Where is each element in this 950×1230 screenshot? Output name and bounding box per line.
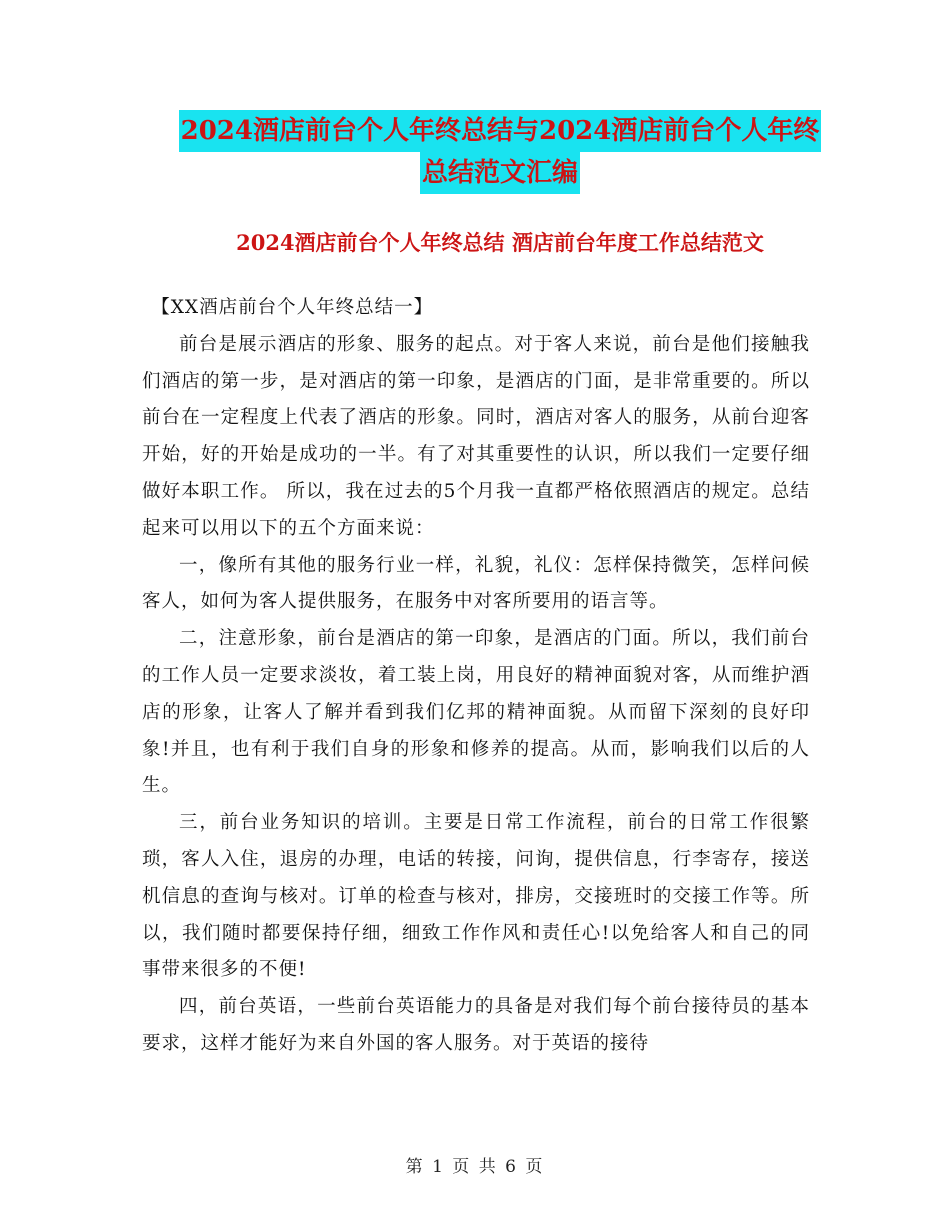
- paragraph-point-4: 四，前台英语，一些前台英语能力的具备是对我们每个前台接待员的基本要求，这样才能好为来自外国的客人服务。对于英语的接待: [142, 996, 810, 1054]
- paragraph-point-3: 三，前台业务知识的培训。主要是日常工作流程，前台的日常工作很繁琐，客人入住，退房的办理，电话的转接，问询，提供信息，行李寄存，接送机信息的查询与核对。订单的检查与核对，排房，交接班时的交接工作等。所以，我们随时都要保持仔细，细致工作作风和责任心!以免给客人和自己的同事带来很多的不便!: [142, 812, 810, 981]
- document-title: [140, 110, 860, 194]
- document-subtitle: 2024酒店前台个人年终总结 酒店前台年度工作总结范文: [236, 230, 764, 255]
- title-line-1: 2024酒店前台个人年终总结与2024酒店前台个人年终: [179, 110, 822, 152]
- document-body: [142, 290, 810, 1063]
- title-line-2: 总结范文汇编: [420, 152, 580, 194]
- section-heading: 【XX酒店前台个人年终总结一】: [151, 297, 434, 318]
- paragraph-intro: 前台是展示酒店的形象、服务的起点。对于客人来说，前台是他们接触我们酒店的第一步，是对酒店的第一印象，是酒店的门面，是非常重要的。所以前台在一定程度上代表了酒店的形象。同时，酒店对客人的服务，从前台迎客开始，好的开始是成功的一半。有了对其重要性的认识，所以我们一定要仔细做好本职工作。 所以，我在过去的5个月我一直都严格依照酒店的规定。总结起来可以用以下的五个方面来说：: [142, 333, 810, 539]
- paragraph-point-2: 二，注意形象，前台是酒店的第一印象，是酒店的门面。所以，我们前台的工作人员一定要求淡妆，着工装上岗，用良好的精神面貌对客，从而维护酒店的形象，让客人了解并看到我们亿邦的精神面貌。从而留下深刻的良好印象!并且，也有利于我们自身的形象和修养的提高。从而，影响我们以后的人生。: [142, 628, 810, 797]
- page-footer: 第 1 页 共 6 页: [405, 1157, 545, 1177]
- paragraph-point-1: 一，像所有其他的服务行业一样，礼貌，礼仪：怎样保持微笑，怎样问候客人，如何为客人提供服务，在服务中对客所要用的语言等。: [142, 554, 810, 613]
